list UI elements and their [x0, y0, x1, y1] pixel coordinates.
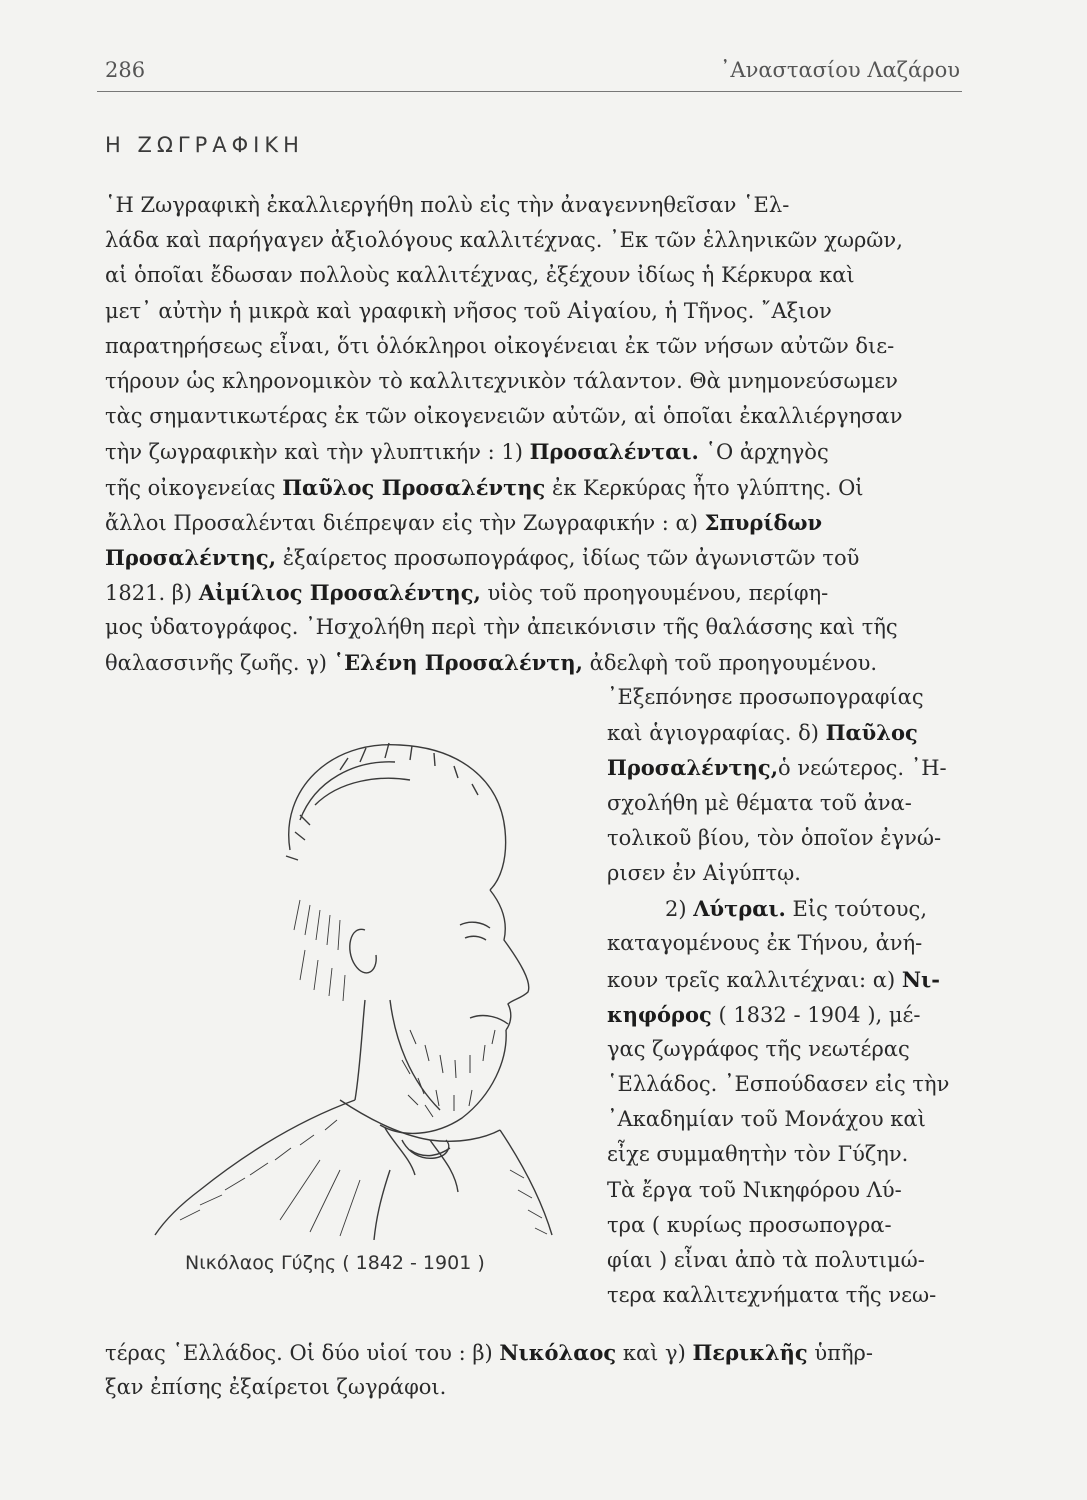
running-head-author: ᾽Αναστασίου Λαζάρου — [719, 58, 960, 82]
bold-name: κηφόρος — [607, 1001, 712, 1027]
text-line: καταγομένους ἐκ Τήνου, ἀνή- — [607, 931, 923, 956]
text-line — [607, 891, 960, 926]
header-rule — [97, 91, 962, 92]
text-run: ἄλλοι Προσαλένται διέπρεψαν εἰς τὴν Ζωγραφικήν : α) — [105, 510, 705, 535]
running-header — [105, 52, 960, 84]
text-line — [105, 575, 960, 610]
bold-name: Προσαλέντης, — [105, 544, 277, 570]
text-run: ἀδελφὴ τοῦ προηγουμένου. — [583, 651, 878, 676]
text-line — [105, 540, 960, 575]
bold-name: Αἰμίλιος Προσαλέντης, — [198, 580, 481, 606]
bold-term: Προσαλένται. — [529, 439, 699, 465]
text-run: ὑπῆρ- — [807, 1341, 873, 1365]
text-run: καὶ γ) — [616, 1341, 693, 1365]
closing-text — [105, 1335, 960, 1405]
text-line — [105, 1335, 960, 1370]
text-line: σχολήθη μὲ θέματα τοῦ ἀνα- — [607, 790, 912, 815]
section-title: Η ΖΩΓΡΑΦΙΚΗ — [105, 133, 304, 157]
text-run: τὴν ζωγραφικὴν καὶ τὴν γλυπτικήν : 1) — [105, 440, 530, 465]
text-run: κουν τρεῖς καλλιτέχναι: α) — [607, 967, 902, 992]
bold-name: Σπυρίδων — [704, 509, 823, 535]
text-run: τέρας ῾Ελλάδος. Οἱ δύο υἱοί του : β) — [105, 1341, 500, 1365]
text-line — [607, 715, 960, 750]
bold-name: ῾Ελένη Προσαλέντη, — [333, 650, 583, 676]
bold-name: Προσαλέντης, — [607, 755, 779, 781]
bold-name: Νικόλαος — [499, 1340, 617, 1365]
text-run: ῾Ο ἀρχηγὸς — [698, 440, 829, 465]
bold-name: Περικλῆς — [692, 1340, 808, 1365]
bold-name: Παῦλος Προσαλέντης — [282, 474, 546, 500]
text-line: φίαι ) εἶναι ἀπὸ τὰ πολυτιμώ- — [607, 1248, 925, 1272]
text-line: ᾽Εξεπόνησε προσωπογραφίας — [607, 685, 924, 709]
text-line: ξαν ἐπίσης ἐξαίρετοι ζωγράφοι. — [105, 1375, 447, 1400]
text-line — [607, 962, 960, 997]
text-run: ἐκ Κερκύρας ἦτο γλύπτης. Οἱ — [545, 475, 864, 500]
intro-paragraph — [105, 188, 960, 681]
text-run: ( 1832 - 1904 ), μέ- — [711, 1002, 921, 1027]
text-run: ἐξαίρετος προσωπογράφος, ἰδίως τῶν ἀγωνιστῶν τοῦ — [276, 545, 860, 570]
text-run: τῆς οἰκογενείας — [105, 475, 283, 500]
bold-name: Παῦλος — [825, 720, 918, 746]
text-run: 1821. β) — [105, 581, 199, 606]
text-line — [105, 645, 960, 680]
text-line: εἶχε συμμαθητὴν τὸν Γύζην. — [607, 1142, 909, 1167]
page-number: 286 — [105, 58, 146, 82]
text-line: γας ζωγράφος τῆς νεωτέρας — [607, 1036, 910, 1061]
text-line — [607, 750, 960, 785]
text-line: ρισεν ἐν Αἰγύπτῳ. — [607, 860, 801, 885]
text-line: μετ᾽ αὐτὴν ἡ μικρὰ καὶ γραφικὴ νῆσος τοῦ Αἰγαίου, ἡ Τῆνος. ῎Αξιον — [105, 298, 832, 323]
text-line: ῾Η Ζωγραφικὴ ἐκαλλιεργήθη πολὺ εἰς τὴν ἀναγεννηθεῖσαν ῾Ελ- — [105, 193, 790, 217]
text-line: λάδα καὶ παρήγαγεν ἀξιολόγους καλλιτέχνας. ᾽Εκ τῶν ἑλληνικῶν χωρῶν, — [105, 228, 903, 253]
text-run: θαλασσινῆς ζωῆς. γ) — [105, 651, 334, 676]
text-run: 2) — [665, 897, 694, 922]
text-run: υἱὸς τοῦ προηγουμένου, περίφη- — [480, 581, 829, 606]
text-line: τὰς σημαντικωτέρας ἐκ τῶν οἰκογενειῶν αὐτῶν, αἱ ὁποῖαι ἐκαλλιέργησαν — [105, 404, 903, 429]
text-line: ῾Ελλάδος. ᾽Εσπούδασεν εἰς τὴν — [607, 1072, 950, 1097]
bold-name: Νι- — [901, 966, 940, 992]
text-line: παρατηρήσεως εἶναι, ὅτι ὁλόκληροι οἰκογένειαι ἐκ τῶν νήσων αὐτῶν διε- — [105, 333, 895, 358]
right-column-text — [607, 680, 960, 1313]
text-line — [607, 997, 960, 1032]
text-line: τολικοῦ βίου, τὸν ὁποῖον ἐγνώ- — [607, 825, 942, 850]
text-run: ὁ νεώτερος. ᾽Η- — [778, 756, 947, 781]
text-line: αἱ ὁποῖαι ἔδωσαν πολλοὺς καλλιτέχνας, ἐξέχουν ἰδίως ἡ Κέρκυρα καὶ — [105, 263, 855, 288]
portrait-engraving — [140, 700, 580, 1240]
text-line: τρα ( κυρίως προσωπογρα- — [607, 1212, 892, 1237]
text-line — [105, 470, 960, 505]
text-run: καὶ ἁγιογραφίας. δ) — [607, 721, 826, 746]
portrait-caption: Νικόλαος Γύζης ( 1842 - 1901 ) — [185, 1252, 485, 1274]
text-run: Εἰς τούτους, — [785, 897, 927, 922]
text-line: τερα καλλιτεχνήματα τῆς νεω- — [607, 1283, 937, 1308]
text-line — [105, 434, 960, 469]
text-line — [105, 505, 960, 540]
bold-term: Λύτραι. — [693, 896, 786, 922]
text-line: ᾽Ακαδημίαν τοῦ Μονάχου καὶ — [607, 1107, 926, 1132]
text-line: Τὰ ἔργα τοῦ Νικηφόρου Λύ- — [607, 1177, 902, 1202]
text-line: τήρουν ὡς κληρονομικὸν τὸ καλλιτεχνικὸν τάλαντον. Θὰ μνημονεύσωμεν — [105, 368, 898, 393]
text-line: μος ὑδατογράφος. ᾽Ησχολήθη περὶ τὴν ἀπεικόνισιν τῆς θαλάσσης καὶ τῆς — [105, 615, 898, 640]
